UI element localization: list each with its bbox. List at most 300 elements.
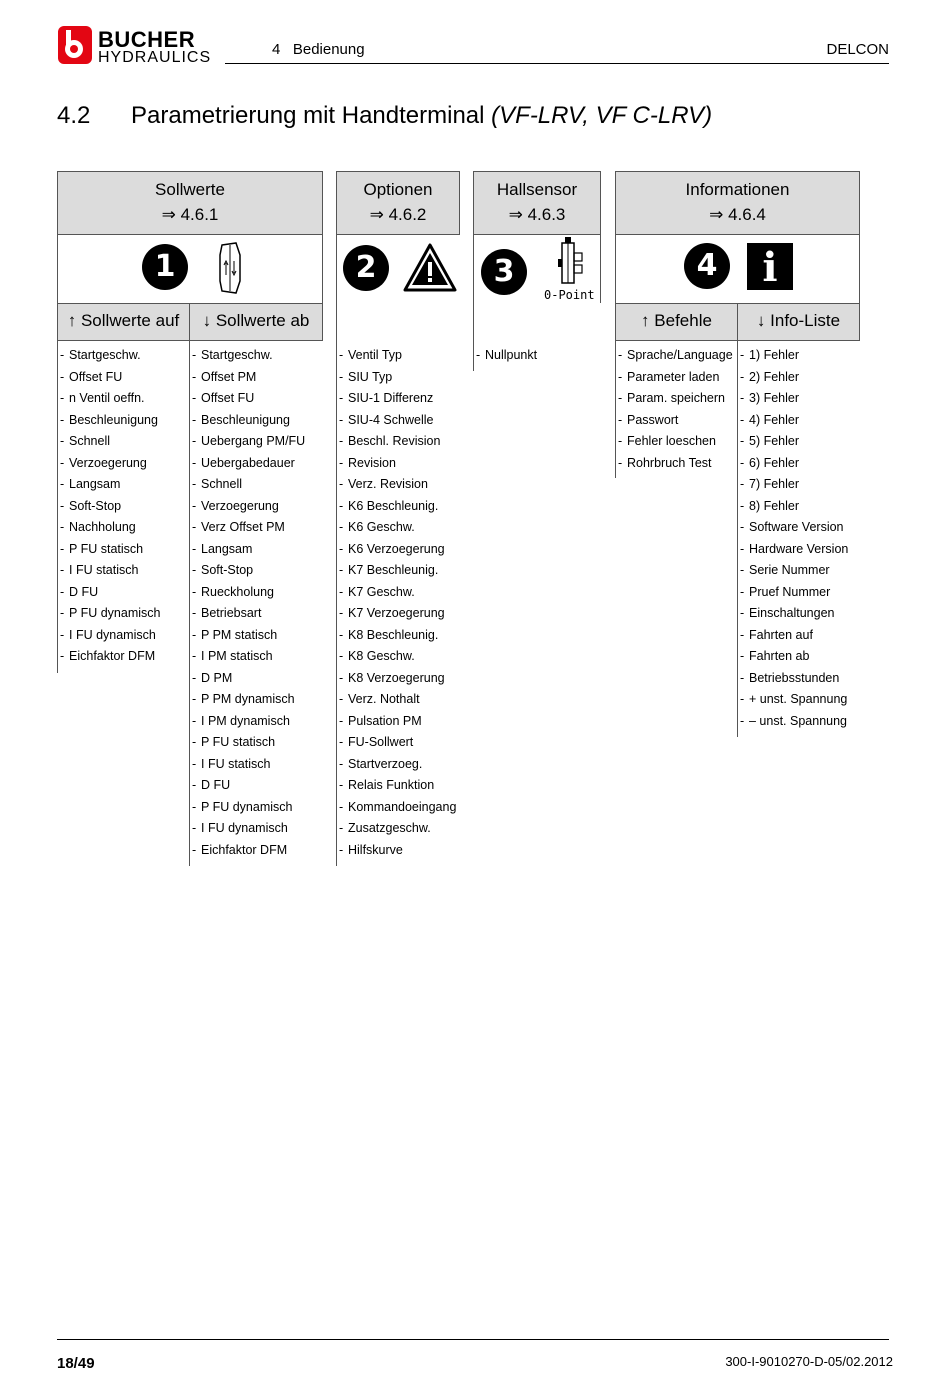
list-item xyxy=(60,625,160,647)
list-item xyxy=(339,410,456,432)
list-bullet: - xyxy=(618,455,623,470)
list-bullet: - xyxy=(60,584,65,599)
list-item-text: Software Version xyxy=(749,520,844,534)
list-item xyxy=(192,646,305,668)
list-item xyxy=(740,388,848,410)
list-item xyxy=(192,603,305,625)
list-bullet: - xyxy=(740,584,745,599)
list-sollwerte-auf xyxy=(60,345,160,668)
list-item-text: Nullpunkt xyxy=(485,348,538,362)
list-item-text: P PM statisch xyxy=(201,627,278,642)
list-item xyxy=(60,410,160,432)
menu-ref-informationen: ⇒ 4.6.4 xyxy=(709,205,766,224)
list-item-text: Ventil Typ xyxy=(348,348,402,362)
list-bullet: - xyxy=(192,520,197,534)
list-bullet: - xyxy=(339,670,344,685)
logo-text-bucher: BUCHER xyxy=(98,27,196,52)
list-item-text: Verz Offset PM xyxy=(201,520,285,534)
list-item-text: Serie Nummer xyxy=(749,563,830,577)
list-line-info-liste xyxy=(737,341,738,737)
list-item xyxy=(740,410,848,432)
list-item-text: 4) Fehler xyxy=(749,412,800,427)
list-item xyxy=(60,517,160,539)
list-sollwerte-ab xyxy=(192,345,305,861)
list-bullet: - xyxy=(60,391,65,405)
list-item-text: Eichfaktor DFM xyxy=(69,649,156,663)
list-item xyxy=(740,367,848,389)
list-item-text: Startverzoeg. xyxy=(348,756,423,771)
number-3-icon: 3 xyxy=(481,249,527,295)
list-item xyxy=(192,496,305,518)
menu-box-informationen xyxy=(615,171,860,235)
list-item xyxy=(618,388,733,410)
list-optionen xyxy=(339,345,456,861)
list-bullet: - xyxy=(740,434,745,448)
list-item-text: Rueckholung xyxy=(201,584,274,599)
list-item xyxy=(60,431,160,453)
list-item xyxy=(740,646,848,668)
list-bullet: - xyxy=(192,584,197,599)
list-bullet: - xyxy=(339,778,344,792)
list-bullet: - xyxy=(339,412,344,427)
list-item-text: Verz. Revision xyxy=(348,477,428,491)
list-item-text: P FU dynamisch xyxy=(201,799,293,814)
list-hallsensor xyxy=(476,345,537,367)
list-item-text: Beschleunigung xyxy=(69,412,158,427)
list-bullet: - xyxy=(192,713,197,728)
list-item-text: Parameter laden xyxy=(627,369,720,384)
list-bullet: - xyxy=(339,584,344,599)
menu-title-hallsensor: Hallsensor xyxy=(496,180,578,199)
list-bullet: - xyxy=(339,391,344,405)
subheader-info-liste: ↓ Info-Liste xyxy=(737,303,860,341)
list-item xyxy=(740,668,848,690)
list-bullet: - xyxy=(339,606,344,620)
list-item-text: 2) Fehler xyxy=(749,369,800,384)
list-bullet: - xyxy=(740,627,745,642)
list-item xyxy=(192,474,305,496)
list-item xyxy=(339,453,456,475)
list-bullet: - xyxy=(339,799,344,814)
list-bullet: - xyxy=(60,369,65,384)
list-line-hallsensor xyxy=(473,235,474,371)
list-line-optionen xyxy=(336,235,337,866)
list-item xyxy=(339,646,456,668)
list-item xyxy=(339,668,456,690)
list-item-text: FU-Sollwert xyxy=(348,735,414,749)
list-item xyxy=(476,345,537,367)
list-bullet: - xyxy=(740,477,745,491)
list-item-text: K8 Beschleunig. xyxy=(348,627,439,642)
list-item-text: Zusatzgeschw. xyxy=(348,821,431,835)
list-item-text: Verzoegerung xyxy=(69,455,147,470)
list-item xyxy=(740,453,848,475)
number-2-icon: 2 xyxy=(343,245,389,291)
subheader-sollwerte-ab: ↓ Sollwerte ab xyxy=(189,303,323,341)
list-bullet: - xyxy=(60,606,65,620)
list-item-text: Pruef Nummer xyxy=(749,584,831,599)
logo-text-hydraulics: HYDRAULICS xyxy=(98,49,212,66)
list-item xyxy=(740,517,848,539)
list-item xyxy=(192,818,305,840)
list-item xyxy=(60,388,160,410)
list-item xyxy=(192,625,305,647)
list-item-text: K8 Geschw. xyxy=(348,649,415,663)
list-item xyxy=(618,367,733,389)
product-name: DELCON xyxy=(826,41,889,58)
list-item-text: Eichfaktor DFM xyxy=(201,842,288,857)
list-bullet: - xyxy=(339,735,344,749)
list-item xyxy=(339,603,456,625)
list-item xyxy=(192,388,305,410)
list-item xyxy=(192,668,305,690)
list-bullet: - xyxy=(740,563,745,577)
list-item-text: I PM statisch xyxy=(201,649,273,663)
list-bullet: - xyxy=(60,348,65,362)
list-bullet: - xyxy=(60,412,65,427)
list-item-text: n Ventil oeffn. xyxy=(69,391,145,405)
list-item-text: K7 Verzoegerung xyxy=(348,606,445,620)
list-bullet: - xyxy=(740,391,745,405)
menu-box-hallsensor xyxy=(473,171,601,235)
list-item-text: K8 Verzoegerung xyxy=(348,670,445,685)
list-item-text: SIU-1 Differenz xyxy=(348,391,434,405)
section-title-italic: (VF-LRV, VF C-LRV) xyxy=(491,102,713,129)
list-bullet: - xyxy=(192,391,197,405)
hall-sensor-icon xyxy=(556,237,586,292)
list-item xyxy=(339,539,456,561)
list-item xyxy=(192,517,305,539)
list-item-text: Pulsation PM xyxy=(348,713,422,728)
list-bullet: - xyxy=(60,498,65,513)
list-item xyxy=(60,646,160,668)
list-bullet: - xyxy=(339,455,344,470)
list-item-text: Hardware Version xyxy=(749,541,849,556)
list-item xyxy=(192,797,305,819)
list-bullet: - xyxy=(60,455,65,470)
list-item-text: 3) Fehler xyxy=(749,391,800,405)
list-item-text: Verz. Nothalt xyxy=(348,692,420,706)
list-item-text: I FU statisch xyxy=(69,563,139,577)
list-item-text: Offset PM xyxy=(201,369,257,384)
list-item-text: Uebergabedauer xyxy=(201,455,295,470)
menu-title-informationen: Informationen xyxy=(685,180,790,199)
list-bullet: - xyxy=(476,348,481,362)
list-item xyxy=(618,431,733,453)
list-item-text: Soft-Stop xyxy=(69,498,122,513)
list-item xyxy=(740,689,848,711)
list-bullet: - xyxy=(192,434,197,448)
list-item xyxy=(740,603,848,625)
list-bullet: - xyxy=(192,735,197,749)
list-item-text: + unst. Spannung xyxy=(749,692,848,706)
hallsensor-right-line xyxy=(600,235,601,303)
list-bullet: - xyxy=(60,627,65,642)
list-item xyxy=(60,539,160,561)
list-bullet: - xyxy=(339,563,344,577)
list-item-text: K7 Beschleunig. xyxy=(348,563,439,577)
list-item-text: Einschaltungen xyxy=(749,606,835,620)
list-item-text: Beschl. Revision xyxy=(348,434,441,448)
list-item-text: 6) Fehler xyxy=(749,455,800,470)
list-item xyxy=(192,431,305,453)
list-item xyxy=(60,474,160,496)
list-bullet: - xyxy=(192,563,197,577)
list-item-text: D PM xyxy=(201,670,233,685)
list-bullet: - xyxy=(192,498,197,513)
list-bullet: - xyxy=(192,369,197,384)
list-item xyxy=(339,689,456,711)
list-item-text: Startgeschw. xyxy=(69,348,141,362)
page-number: 18/49 xyxy=(57,1355,95,1372)
header-rule xyxy=(225,63,889,64)
info-icon: i xyxy=(747,243,793,290)
list-line-sollwerte-auf xyxy=(57,341,58,673)
list-item-text: SIU Typ xyxy=(348,369,393,384)
list-item xyxy=(339,840,456,862)
list-item xyxy=(339,388,456,410)
list-item-text: K6 Verzoegerung xyxy=(348,541,445,556)
list-bullet: - xyxy=(192,778,197,792)
list-item xyxy=(192,539,305,561)
list-item xyxy=(339,474,456,496)
list-line-sollwerte-ab xyxy=(189,341,190,866)
footer-rule xyxy=(57,1339,889,1340)
list-bullet: - xyxy=(339,627,344,642)
list-bullet: - xyxy=(60,520,65,534)
list-item-text: Nachholung xyxy=(69,520,136,534)
zero-point-label: 0-Point xyxy=(544,288,595,302)
bucher-logo-mark xyxy=(58,26,92,64)
list-bullet: - xyxy=(339,348,344,362)
list-item-text: 7) Fehler xyxy=(749,477,800,491)
list-item-text: Revision xyxy=(348,455,396,470)
list-item-text: Passwort xyxy=(627,412,679,427)
list-bullet: - xyxy=(192,477,197,491)
list-item xyxy=(339,732,456,754)
list-item xyxy=(60,560,160,582)
list-item-text: Offset FU xyxy=(69,369,123,384)
list-bullet: - xyxy=(740,606,745,620)
list-item xyxy=(339,711,456,733)
list-bullet: - xyxy=(339,842,344,857)
list-item xyxy=(60,453,160,475)
document-number: 300-I-9010270-D-05/02.2012 xyxy=(725,1354,893,1369)
list-item-text: Soft-Stop xyxy=(201,563,254,577)
list-bullet: - xyxy=(339,369,344,384)
menu-title-sollwerte: Sollwerte xyxy=(155,180,225,199)
list-bullet: - xyxy=(618,391,623,405)
list-bullet: - xyxy=(740,670,745,685)
list-item-text: 1) Fehler xyxy=(749,348,800,362)
door-arrows-icon xyxy=(216,241,244,300)
list-item-text: I FU dynamisch xyxy=(201,821,288,835)
list-item-text: Rohrbruch Test xyxy=(627,455,712,470)
list-bullet: - xyxy=(60,563,65,577)
list-item xyxy=(192,711,305,733)
subheader-sollwerte-auf: ↑ Sollwerte auf xyxy=(57,303,190,341)
list-item xyxy=(192,582,305,604)
list-bullet: - xyxy=(192,455,197,470)
icon-area-sollwerte xyxy=(57,235,323,303)
list-bullet: - xyxy=(740,649,745,663)
list-item-text: 5) Fehler xyxy=(749,434,800,448)
list-bullet: - xyxy=(339,477,344,491)
list-item-text: I PM dynamisch xyxy=(201,713,290,728)
list-line-befehle xyxy=(615,341,616,478)
list-bullet: - xyxy=(618,412,623,427)
list-item xyxy=(192,560,305,582)
list-bullet: - xyxy=(740,541,745,556)
menu-title-optionen: Optionen xyxy=(363,180,433,199)
list-item-text: Fahrten ab xyxy=(749,649,810,663)
list-item xyxy=(339,517,456,539)
list-item xyxy=(339,345,456,367)
list-item-text: Betriebsstunden xyxy=(749,670,840,685)
list-item xyxy=(740,496,848,518)
menu-ref-sollwerte: ⇒ 4.6.1 xyxy=(161,205,219,224)
list-bullet: - xyxy=(740,713,745,728)
list-item xyxy=(740,560,848,582)
list-item-text: D FU xyxy=(69,584,99,599)
list-item-text: Relais Funktion xyxy=(348,778,435,792)
list-item xyxy=(618,345,733,367)
list-item xyxy=(192,410,305,432)
list-bullet: - xyxy=(192,348,197,362)
list-bullet: - xyxy=(192,799,197,814)
list-bullet: - xyxy=(192,606,197,620)
warning-icon xyxy=(402,242,458,299)
list-bullet: - xyxy=(740,455,745,470)
list-bullet: - xyxy=(60,434,65,448)
list-bullet: - xyxy=(339,520,344,534)
list-bullet: - xyxy=(339,434,344,448)
list-bullet: - xyxy=(192,649,197,663)
number-1-icon: 1 xyxy=(142,244,188,290)
list-item xyxy=(339,560,456,582)
section-title-text: Parametrierung mit Handterminal xyxy=(131,102,485,129)
list-info-liste xyxy=(740,345,848,732)
list-bullet: - xyxy=(339,756,344,771)
list-item xyxy=(192,367,305,389)
list-item xyxy=(740,539,848,561)
list-bullet: - xyxy=(192,627,197,642)
list-item xyxy=(740,431,848,453)
menu-box-sollwerte xyxy=(57,171,323,235)
list-item-text: I FU dynamisch xyxy=(69,627,156,642)
list-item-text: D FU xyxy=(201,778,231,792)
list-item-text: Langsam xyxy=(69,477,121,491)
list-bullet: - xyxy=(618,348,623,362)
list-bullet: - xyxy=(192,670,197,685)
number-4-icon: 4 xyxy=(684,243,730,289)
list-item xyxy=(192,689,305,711)
list-item xyxy=(618,453,733,475)
list-bullet: - xyxy=(192,821,197,835)
list-item-text: K6 Beschleunig. xyxy=(348,498,439,513)
list-item-text: Verzoegerung xyxy=(201,498,279,513)
list-bullet: - xyxy=(192,692,197,706)
list-bullet: - xyxy=(740,412,745,427)
icon-area-informationen xyxy=(615,235,860,303)
list-bullet: - xyxy=(192,412,197,427)
list-bullet: - xyxy=(339,541,344,556)
list-item xyxy=(60,367,160,389)
list-bullet: - xyxy=(339,692,344,706)
list-item-text: Uebergang PM/FU xyxy=(201,434,306,448)
list-item-text: K6 Geschw. xyxy=(348,520,415,534)
list-bullet: - xyxy=(339,821,344,835)
list-item-text: Hilfskurve xyxy=(348,842,403,857)
menu-ref-hallsensor: ⇒ 4.6.3 xyxy=(508,205,566,224)
list-bullet: - xyxy=(339,649,344,663)
list-item xyxy=(339,496,456,518)
list-bullet: - xyxy=(618,434,623,448)
list-item xyxy=(60,582,160,604)
list-bullet: - xyxy=(740,498,745,513)
list-bullet: - xyxy=(740,369,745,384)
list-item xyxy=(339,625,456,647)
list-item-text: P FU statisch xyxy=(69,541,144,556)
list-item xyxy=(192,775,305,797)
list-item xyxy=(339,431,456,453)
menu-ref-optionen: ⇒ 4.6.2 xyxy=(369,205,427,224)
list-item-text: P FU dynamisch xyxy=(69,606,161,620)
list-bullet: - xyxy=(740,520,745,534)
list-item xyxy=(740,474,848,496)
list-bullet: - xyxy=(618,369,623,384)
list-item xyxy=(192,453,305,475)
list-item xyxy=(618,410,733,432)
list-item-text: SIU-4 Schwelle xyxy=(348,412,434,427)
list-item xyxy=(339,754,456,776)
list-bullet: - xyxy=(740,348,745,362)
list-bullet: - xyxy=(740,692,745,706)
list-bullet: - xyxy=(60,541,65,556)
list-item xyxy=(192,840,305,862)
list-item xyxy=(192,754,305,776)
menu-box-optionen xyxy=(336,171,460,235)
subheader-befehle: ↑ Befehle xyxy=(615,303,738,341)
list-item xyxy=(60,603,160,625)
list-bullet: - xyxy=(339,713,344,728)
list-item-text: Beschleunigung xyxy=(201,412,290,427)
list-bullet: - xyxy=(60,477,65,491)
list-item-text: Langsam xyxy=(201,541,253,556)
list-item-text: Sprache/Language xyxy=(627,348,733,362)
list-item-text: Startgeschw. xyxy=(201,348,273,362)
list-item xyxy=(740,711,848,733)
list-bullet: - xyxy=(192,756,197,771)
list-item xyxy=(60,345,160,367)
list-item-text: P PM dynamisch xyxy=(201,692,295,706)
list-item-text: P FU statisch xyxy=(201,735,276,749)
list-item-text: Offset FU xyxy=(201,391,255,405)
list-item xyxy=(740,345,848,367)
chapter-title: 4 Bedienung xyxy=(272,41,365,58)
list-item-text: K7 Geschw. xyxy=(348,584,415,599)
list-item xyxy=(339,797,456,819)
list-item xyxy=(192,732,305,754)
list-item-text: Param. speichern xyxy=(627,391,725,405)
list-item xyxy=(339,818,456,840)
list-item xyxy=(740,625,848,647)
list-item-text: Fehler loeschen xyxy=(627,434,716,448)
list-item xyxy=(339,367,456,389)
section-title xyxy=(57,102,712,130)
list-item-text: Schnell xyxy=(69,434,110,448)
list-item-text: Betriebsart xyxy=(201,606,262,620)
